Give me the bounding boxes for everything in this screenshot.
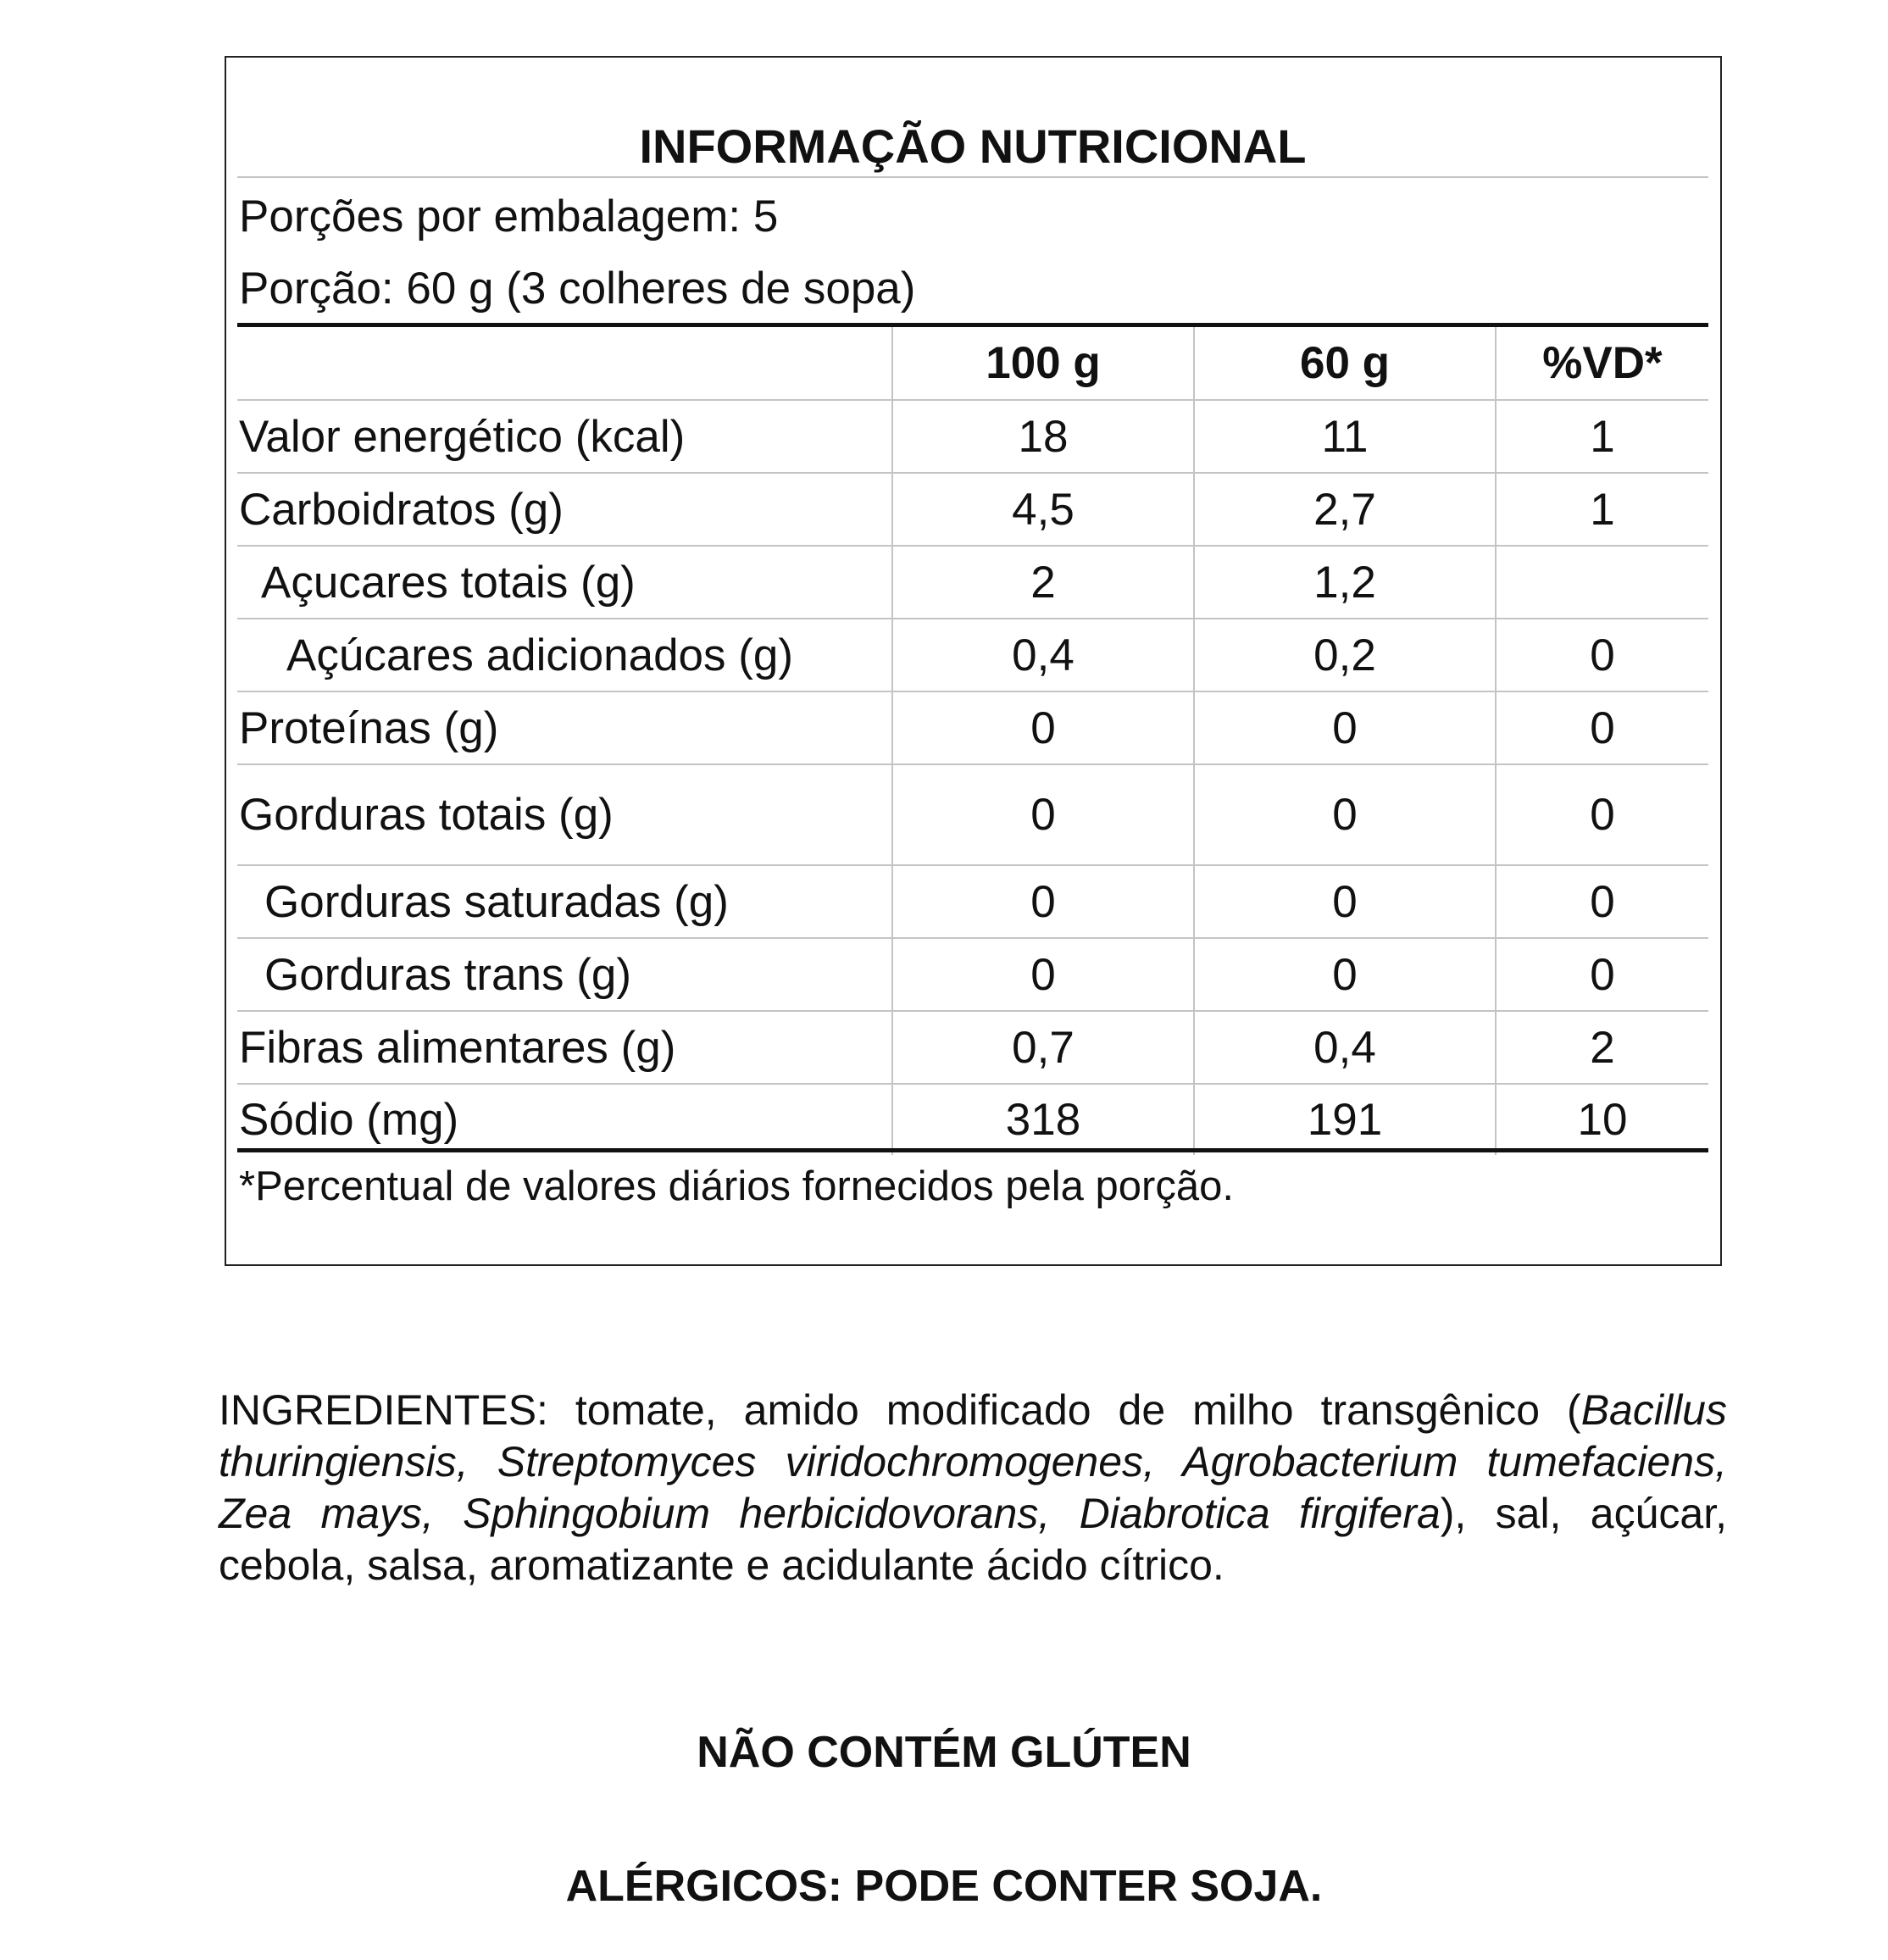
nutrition-title: INFORMAÇÃO NUTRICIONAL [639,119,1307,173]
gluten-notice: NÃO CONTÉM GLÚTEN [697,1728,1191,1777]
value-daily-percent: 1 [1496,400,1708,473]
footer-thick-rule [237,1148,1708,1152]
ingredients-species: Bacillus thuringiensis, Streptomyces viridochromogenes, Agrobacterium tumefaciens, Zea mays, Sphingobium herbicidovorans, Diabrotica firgifera [219,1386,1727,1537]
table-row [237,400,1708,473]
value-per-portion: 0 [1194,691,1496,764]
table-row [237,473,1708,546]
table-row [237,764,1708,865]
table-row [237,1011,1708,1084]
nutrient-name: Carboidratos (g) [237,473,892,546]
value-per-100g: 0 [892,938,1194,1011]
value-per-100g: 0,4 [892,619,1194,691]
value-per-portion: 0 [1194,938,1496,1011]
value-per-portion: 0,4 [1194,1011,1496,1084]
value-per-100g: 0 [892,764,1194,865]
value-per-100g: 18 [892,400,1194,473]
nutrient-name: Gorduras saturadas (g) [237,865,892,938]
table-row [237,691,1708,764]
table-row [237,1084,1708,1155]
nutrient-name: Valor energético (kcal) [237,400,892,473]
value-daily-percent [1496,546,1708,619]
value-daily-percent: 2 [1496,1011,1708,1084]
value-per-portion: 2,7 [1194,473,1496,546]
value-per-portion: 191 [1194,1084,1496,1155]
nutrient-name: Gorduras totais (g) [237,764,892,865]
value-per-portion: 1,2 [1194,546,1496,619]
nutrient-name: Açúcares adicionados (g) [237,619,892,691]
value-per-100g: 318 [892,1084,1194,1155]
value-daily-percent: 0 [1496,691,1708,764]
ingredients-text-part2: ), sal, açúcar, cebola, salsa, aromatizante e acidulante ácido cítrico. [219,1490,1727,1589]
title-divider [237,176,1708,178]
value-per-100g: 0,7 [892,1011,1194,1084]
nutrient-name: Proteínas (g) [237,691,892,764]
value-daily-percent: 10 [1496,1084,1708,1155]
table-row [237,546,1708,619]
column-header-100g: 100 g [892,327,1194,400]
value-daily-percent: 0 [1496,865,1708,938]
value-per-100g: 0 [892,865,1194,938]
value-daily-percent: 0 [1496,764,1708,865]
ingredients-label: INGREDIENTES: [219,1386,548,1434]
servings-per-package: Porções por embalagem: 5 [239,192,779,242]
serving-size: Porção: 60 g (3 colheres de sopa) [239,264,916,314]
nutrient-name: Sódio (mg) [239,1095,459,1145]
value-per-100g: 2 [892,546,1194,619]
value-per-portion: 0 [1194,764,1496,865]
table-row [237,865,1708,938]
table-header-row [237,327,1708,400]
nutrient-name: Gorduras trans (g) [237,938,892,1011]
value-per-portion: 0,2 [1194,619,1496,691]
table-row [237,619,1708,691]
column-header-portion: 60 g [1194,327,1496,400]
value-per-100g: 0 [892,691,1194,764]
column-header-dv: %VD* [1496,327,1708,400]
nutrient-name: Fibras alimentares (g) [237,1011,892,1084]
ingredients-paragraph [219,1385,1727,1591]
value-per-portion: 11 [1194,400,1496,473]
nutrient-name: Açucares totais (g) [237,546,892,619]
ingredients-text-part1: tomate, amido modificado de milho transgênico ( [547,1386,1581,1434]
nutrition-table [237,327,1708,1155]
daily-value-footnote: *Percentual de valores diários fornecidos pela porção. [239,1163,1234,1209]
allergen-notice: ALÉRGICOS: PODE CONTER SOJA. [565,1862,1323,1911]
value-daily-percent: 0 [1496,619,1708,691]
table-row [237,938,1708,1011]
value-daily-percent: 0 [1496,938,1708,1011]
value-per-portion: 0 [1194,865,1496,938]
column-header-nutrient [237,327,892,400]
value-daily-percent: 1 [1496,473,1708,546]
value-per-100g: 4,5 [892,473,1194,546]
